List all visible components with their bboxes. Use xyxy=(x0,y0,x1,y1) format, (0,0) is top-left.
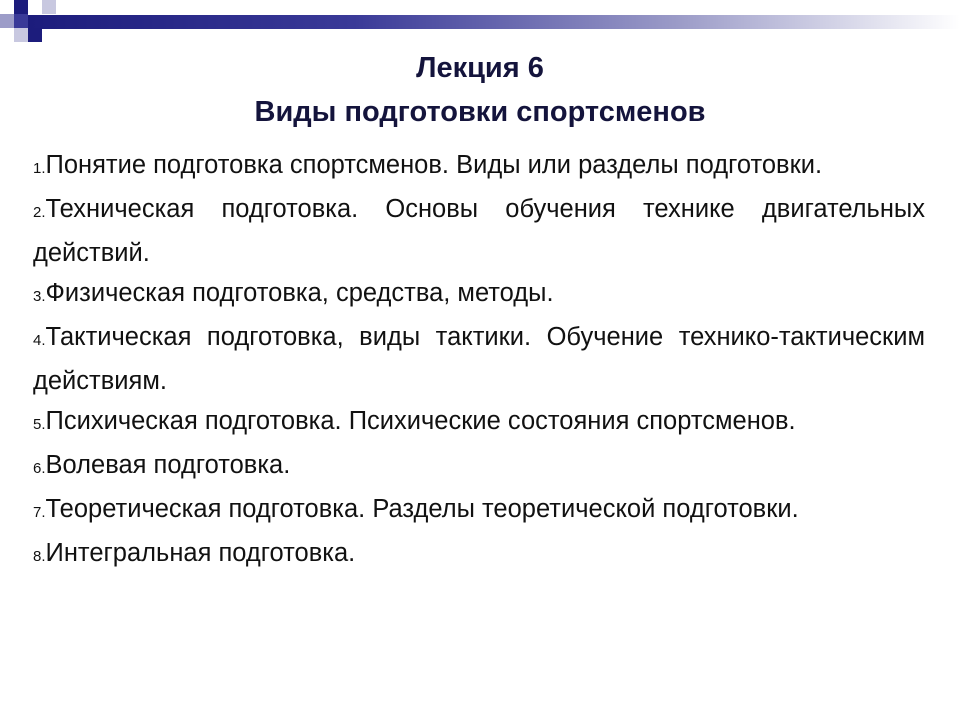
corner-square-3 xyxy=(14,14,28,28)
list-item xyxy=(33,445,925,489)
item-number: 6. xyxy=(33,460,46,477)
gradient-bar xyxy=(28,15,960,29)
item-text: Психическая подготовка. Психические состояния спортсменов. xyxy=(45,407,796,435)
topics-list xyxy=(33,145,925,577)
item-text: Понятие подготовка спортсменов. Виды или разделы подготовки. xyxy=(45,151,823,179)
slide-title xyxy=(0,46,960,134)
item-text: Теоретическая подготовка. Разделы теоретической подготовки. xyxy=(45,495,799,523)
corner-square-6 xyxy=(42,0,56,14)
item-number: 4. xyxy=(33,332,46,349)
corner-square-1 xyxy=(14,0,28,14)
list-item xyxy=(33,189,925,273)
item-text: Волевая подготовка. xyxy=(45,451,291,479)
title-line-1: Лекция 6 xyxy=(416,52,544,84)
item-text: Тактическая подготовка, виды тактики. Обучение технико-тактическим действиям. xyxy=(33,323,925,395)
list-item xyxy=(33,533,925,577)
item-number: 1. xyxy=(33,160,46,177)
corner-square-4 xyxy=(28,28,42,42)
title-line-2: Виды подготовки спортсменов xyxy=(254,96,706,128)
item-text: Физическая подготовка, средства, методы. xyxy=(45,279,554,307)
list-item xyxy=(33,489,925,533)
item-text: Интегральная подготовка. xyxy=(45,539,356,567)
item-text: Техническая подготовка. Основы обучения технике двигательных действий. xyxy=(33,195,925,267)
corner-square-5 xyxy=(14,28,28,42)
item-number: 7. xyxy=(33,504,46,521)
list-item xyxy=(33,401,925,445)
list-item xyxy=(33,273,925,317)
item-number: 8. xyxy=(33,548,46,565)
list-item xyxy=(33,317,925,401)
item-number: 2. xyxy=(33,204,46,221)
corner-square-2 xyxy=(0,14,14,28)
item-number: 5. xyxy=(33,416,46,433)
item-number: 3. xyxy=(33,288,46,305)
list-item xyxy=(33,145,925,189)
